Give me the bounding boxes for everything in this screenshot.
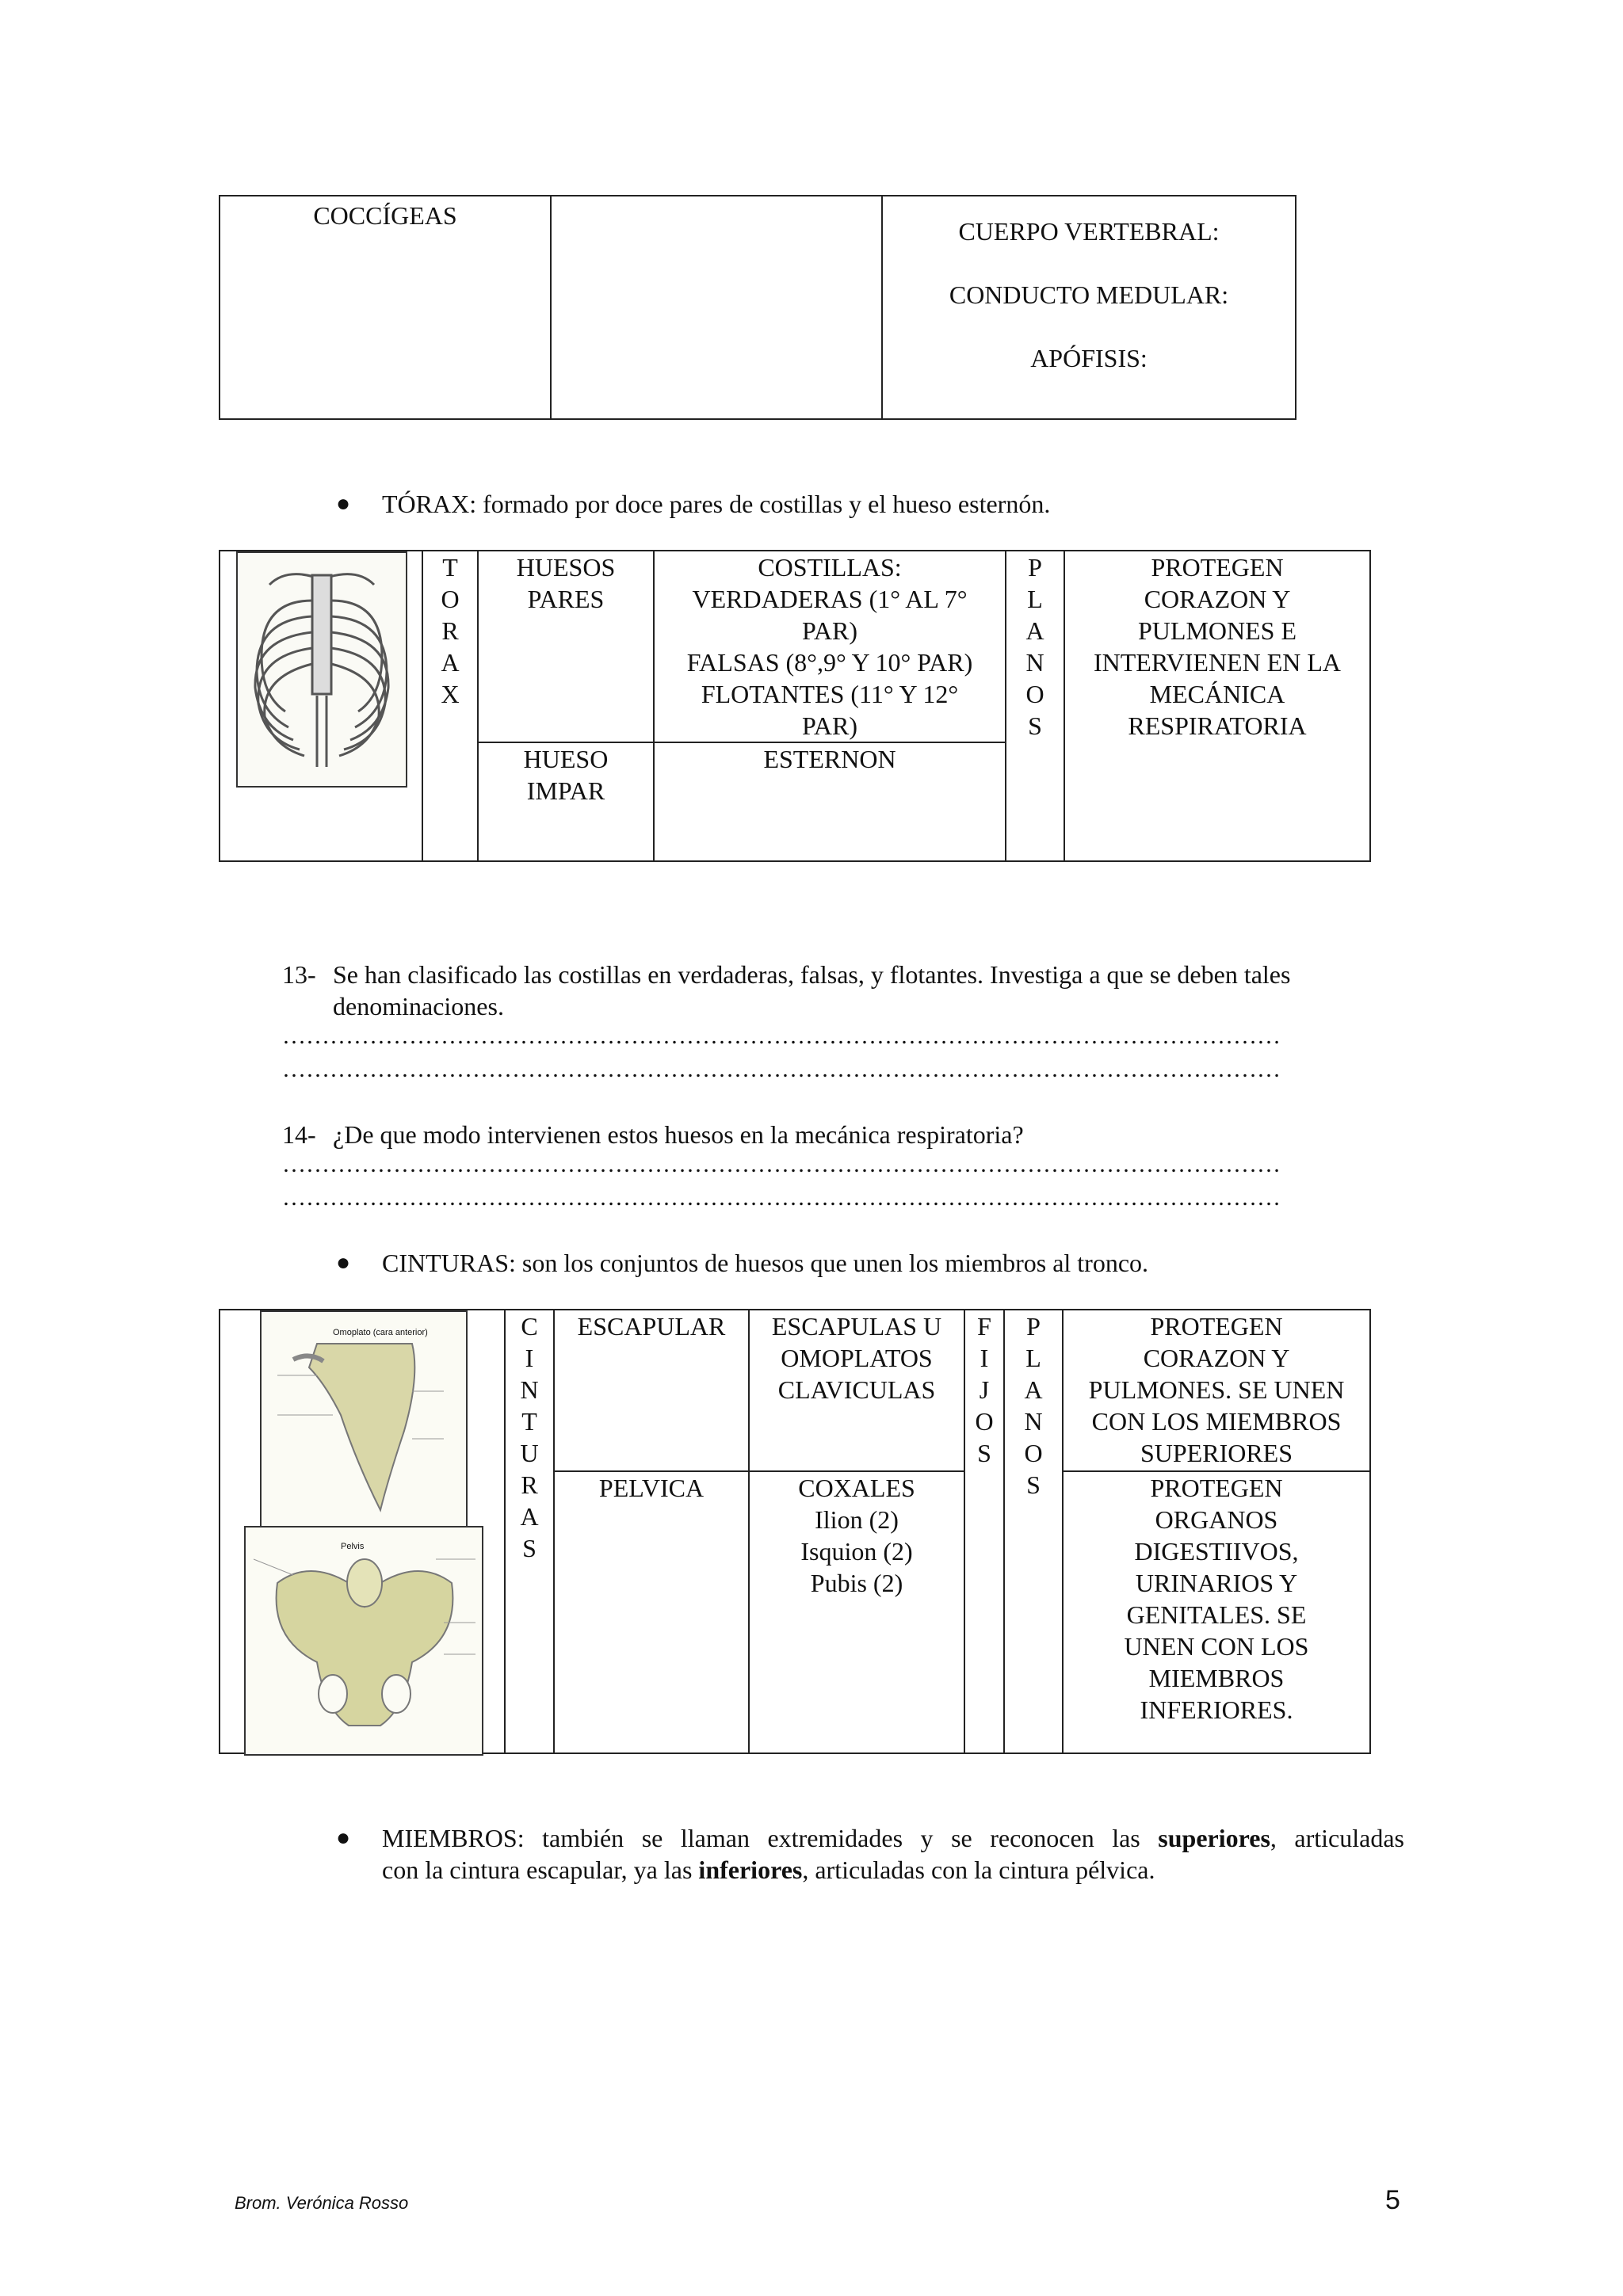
torax-function-cell — [1064, 551, 1370, 861]
question-14-text: ¿De que modo intervienen estos huesos en la mecánica respiratoria? — [333, 1120, 1024, 1149]
cinturas-table — [219, 1309, 1371, 1754]
answer-line[interactable]: ……………………………………………………………………………………………………………… — [282, 1023, 1281, 1049]
cell-line: PROTEGEN — [1151, 553, 1284, 582]
cell-line: ESCAPULAS U — [771, 1312, 942, 1341]
vertical-letter: N — [520, 1375, 539, 1404]
escapular-function-cell — [1063, 1310, 1370, 1471]
cell-line: HUESOS — [516, 553, 616, 582]
cell-line: PAR) — [802, 616, 857, 645]
cell-line: COXALES — [798, 1474, 915, 1502]
vertical-letter: J — [979, 1375, 990, 1404]
cell-line: UNEN CON LOS — [1124, 1632, 1309, 1661]
cinturas-planos-label — [1004, 1310, 1063, 1753]
cell-line: CLAVICULAS — [777, 1375, 936, 1404]
cinturas-image-cell — [220, 1310, 505, 1753]
cell-line: PULMONES E — [1137, 616, 1296, 645]
cell-line: CORAZON Y — [1143, 1344, 1290, 1372]
cell-line: DIGESTIIVOS, — [1134, 1537, 1299, 1566]
cell-line: VERDADERAS (1° AL 7° — [692, 585, 968, 613]
question-13-text: Se han clasificado las costillas en verdaderas, falsas, y flotantes. Investiga a que se deben tales — [333, 960, 1291, 989]
cell-line: Isquion (2) — [800, 1537, 913, 1566]
question-13-text-2: denominaciones. — [333, 992, 504, 1020]
vertical-letter: I — [980, 1344, 989, 1372]
cell-line: OMOPLATOS — [781, 1344, 933, 1372]
vertical-letter: L — [1025, 1344, 1041, 1372]
cell-line: RESPIRATORIA — [1128, 711, 1307, 740]
vertical-letter: C — [521, 1312, 538, 1341]
scapula-image: Omoplato (cara anterior) — [260, 1310, 468, 1527]
vertebras-table — [219, 195, 1296, 420]
cell-line: FLOTANTES (11° Y 12° — [701, 680, 959, 708]
costillas-cell — [654, 551, 1006, 742]
torax-bullet: ● TÓRAX: formado por doce pares de costillas y el hueso esternón. — [336, 490, 1051, 518]
vertical-letter: O — [1025, 680, 1044, 708]
torax-planos-label — [1006, 551, 1064, 861]
vertical-letter: S — [522, 1534, 537, 1562]
vertebra-part-label: APÓFISIS: — [1030, 344, 1148, 372]
cell-line: HUESO — [523, 745, 609, 773]
cell-line: FALSAS (8°,9° Y 10° PAR) — [686, 648, 973, 677]
vertebra-part-label: CONDUCTO MEDULAR: — [949, 280, 1229, 309]
question-13-number: 13- — [282, 960, 316, 989]
cell-line: INTERVIENEN EN LA — [1093, 648, 1342, 677]
vertical-letter: N — [1024, 1407, 1043, 1436]
esternon-cell: ESTERNON — [654, 742, 1006, 861]
bullet-icon: ● — [336, 490, 351, 517]
empty-cell — [551, 196, 882, 419]
cell-line: MECÁNICA — [1149, 680, 1285, 708]
vertical-letter: A — [1025, 616, 1044, 645]
vertical-letter: T — [442, 553, 458, 582]
cell-line: CORAZON Y — [1144, 585, 1291, 613]
vertical-letter: P — [1028, 553, 1042, 582]
vertical-letter: S — [1026, 1470, 1041, 1499]
vertical-letter: A — [441, 648, 460, 677]
huesos-pares-cell — [478, 551, 654, 742]
cell-line: INFERIORES. — [1140, 1695, 1293, 1724]
vertical-letter: R — [521, 1470, 538, 1499]
escapular-bones-cell — [749, 1310, 964, 1471]
cell-line: ORGANOS — [1155, 1505, 1278, 1534]
vertical-letter: O — [1024, 1439, 1043, 1467]
vertical-letter: A — [520, 1502, 539, 1531]
pelvis-image: Pelvis — [244, 1526, 483, 1756]
cell-line: IMPAR — [526, 776, 605, 805]
pelvica-function-cell — [1063, 1471, 1370, 1753]
vertical-letter: O — [441, 585, 460, 613]
footer-author: Brom. Verónica Rosso — [235, 2193, 409, 2213]
cell-line: Ilion (2) — [815, 1505, 899, 1534]
vertebra-part-label: CUERPO VERTEBRAL: — [958, 217, 1220, 246]
hueso-impar-cell — [478, 742, 654, 861]
cinturas-vertical-label — [505, 1310, 554, 1753]
escapular-cell: ESCAPULAR — [554, 1310, 749, 1471]
cell-line: MIEMBROS — [1148, 1664, 1285, 1692]
vertical-letter: O — [975, 1407, 994, 1436]
vertical-letter: T — [521, 1407, 537, 1436]
cell-line: Pubis (2) — [810, 1569, 903, 1597]
vertical-letter: S — [1028, 711, 1042, 740]
rib-cage-image — [236, 551, 407, 788]
vertical-letter: P — [1026, 1312, 1041, 1341]
cell-line: PROTEGEN — [1150, 1312, 1283, 1341]
vertical-letter: L — [1027, 585, 1043, 613]
cell-line: PARES — [527, 585, 605, 613]
vertical-letter: N — [1025, 648, 1044, 677]
page-number: 5 — [1385, 2185, 1400, 2215]
pelvica-cell: PELVICA — [554, 1471, 749, 1753]
answer-line[interactable]: ……………………………………………………………………………………………………………… — [282, 1184, 1281, 1211]
torax-table — [219, 550, 1371, 862]
vertical-letter: R — [441, 616, 459, 645]
cell-line: URINARIOS Y — [1135, 1569, 1298, 1597]
bullet-icon: ● — [336, 1825, 351, 1851]
vertical-letter: I — [525, 1344, 534, 1372]
vertical-letter: U — [520, 1439, 539, 1467]
fijos-vertical-label — [964, 1310, 1004, 1753]
vertical-letter: S — [977, 1439, 991, 1467]
cell-line: PULMONES. SE UNEN — [1088, 1375, 1345, 1404]
cell-line: COSTILLAS: — [758, 553, 902, 582]
torax-image-cell — [220, 551, 422, 861]
answer-line[interactable]: ……………………………………………………………………………………………………………… — [282, 1151, 1281, 1177]
vertical-letter: F — [977, 1312, 991, 1341]
question-14-number: 14- — [282, 1120, 316, 1149]
cell-line: GENITALES. SE — [1126, 1600, 1307, 1629]
answer-line[interactable]: ……………………………………………………………………………………………………………… — [282, 1056, 1281, 1082]
miembros-bullet: ● MIEMBROS: también se llaman extremidades y se reconocen las superiores, articuladas con la cintura escapular, ya las inferiores, articuladas con la cintura pélvica. — [336, 1824, 1405, 1884]
cell-line: PAR) — [802, 711, 857, 740]
cell-line: CON LOS MIEMBROS — [1091, 1407, 1342, 1436]
vertebra-parts-cell — [882, 196, 1296, 419]
pelvica-bones-cell — [749, 1471, 964, 1753]
vertical-letter: X — [441, 680, 460, 708]
torax-vertical-label — [422, 551, 478, 861]
cell-line: PROTEGEN — [1150, 1474, 1283, 1502]
cinturas-bullet: ● CINTURAS: son los conjuntos de huesos que unen los miembros al tronco. — [336, 1249, 1149, 1277]
coccigeas-cell: COCCÍGEAS — [220, 196, 551, 419]
cell-line: SUPERIORES — [1140, 1439, 1293, 1467]
bullet-icon: ● — [336, 1249, 351, 1276]
vertical-letter: A — [1024, 1375, 1043, 1404]
